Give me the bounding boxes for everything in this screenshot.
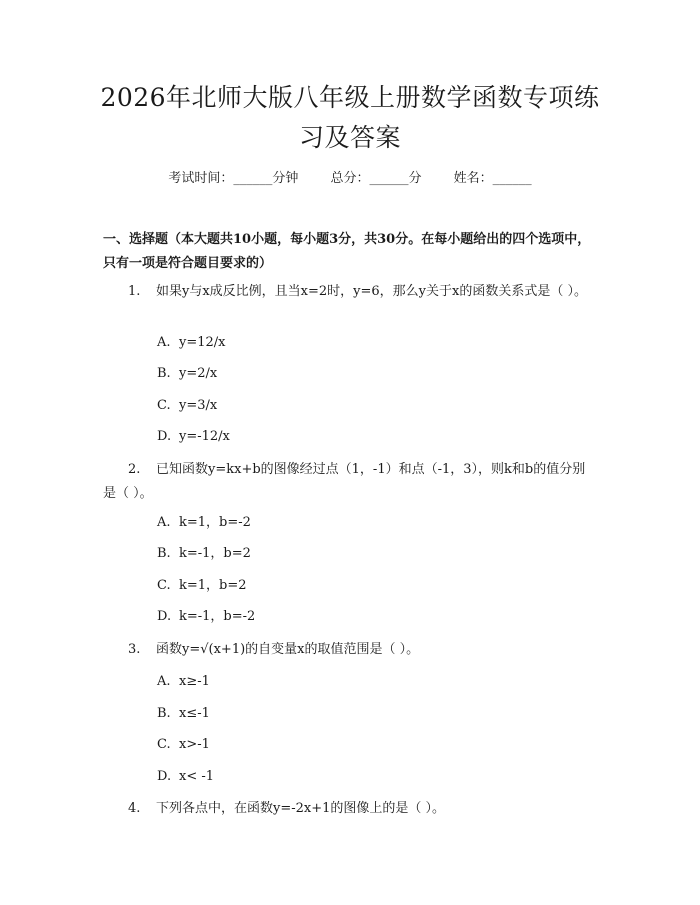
option-letter: A. [157,674,171,689]
option-2b [157,545,251,563]
option-text: x< -1 [179,769,215,784]
question-2 [103,458,598,506]
question-text: 已知函数y=kx+b的图像经过点（1，-1）和点（-1，3），则k和b的值分别是（ ）。 [103,462,586,501]
option-letter: D. [157,429,172,444]
question-number: 3. [128,642,141,657]
option-text: k=-1，b=2 [179,546,251,561]
option-letter: A. [157,335,171,350]
exam-time: 考试时间：______分钟 [168,171,299,186]
option-1b [157,365,217,383]
option-letter: D. [157,769,172,784]
option-letter: C. [157,398,171,413]
option-text: x>-1 [179,737,210,752]
option-text: y=2/x [179,366,218,381]
option-text: k=1，b=2 [179,578,247,593]
option-2c [157,577,247,595]
option-text: k=-1，b=-2 [179,609,256,624]
option-2a [157,514,251,532]
question-3 [103,638,598,662]
question-text: 下列各点中，在函数y=-2x+1的图像上的是（ ）。 [156,801,446,816]
option-1d [157,428,230,446]
option-3b [157,705,210,723]
option-text: x≤-1 [179,706,210,721]
exam-name: 姓名：______ [453,171,532,186]
question-number: 2. [128,462,141,477]
option-3a [157,673,210,691]
question-4 [103,797,598,821]
option-1a [157,334,226,352]
option-letter: B. [157,366,171,381]
option-3c [157,736,210,754]
page-title: 2026年北师大版八年级上册数学函数专项练习及答案 [100,83,600,152]
option-text: x≥-1 [179,674,210,689]
question-text: 如果y与x成反比例，且当x=2时，y=6，那么y关于x的函数关系式是（ ）。 [156,284,587,299]
question-number: 4. [128,801,141,816]
exam-score: 总分：______分 [330,171,422,186]
option-1c [157,397,217,415]
option-letter: B. [157,546,171,561]
option-text: y=-12/x [179,429,230,444]
option-text: y=3/x [179,398,218,413]
option-letter: C. [157,737,171,752]
option-letter: C. [157,578,171,593]
question-number: 1. [128,284,141,299]
exam-meta [0,170,700,188]
option-text: y=12/x [179,335,226,350]
question-text: 函数y=√(x+1)的自变量x的取值范围是（ ）。 [156,642,420,657]
option-letter: D. [157,609,172,624]
section-heading: 一、选择题（本大题共10小题，每小题3分，共30分。在每小题给出的四个选项中，只有一项是符合题目要求的） [103,232,591,271]
option-text: k=1，b=-2 [179,515,251,530]
option-letter: B. [157,706,171,721]
option-2d [157,608,255,626]
option-letter: A. [157,515,171,530]
question-1 [103,280,598,304]
option-3d [157,768,214,786]
